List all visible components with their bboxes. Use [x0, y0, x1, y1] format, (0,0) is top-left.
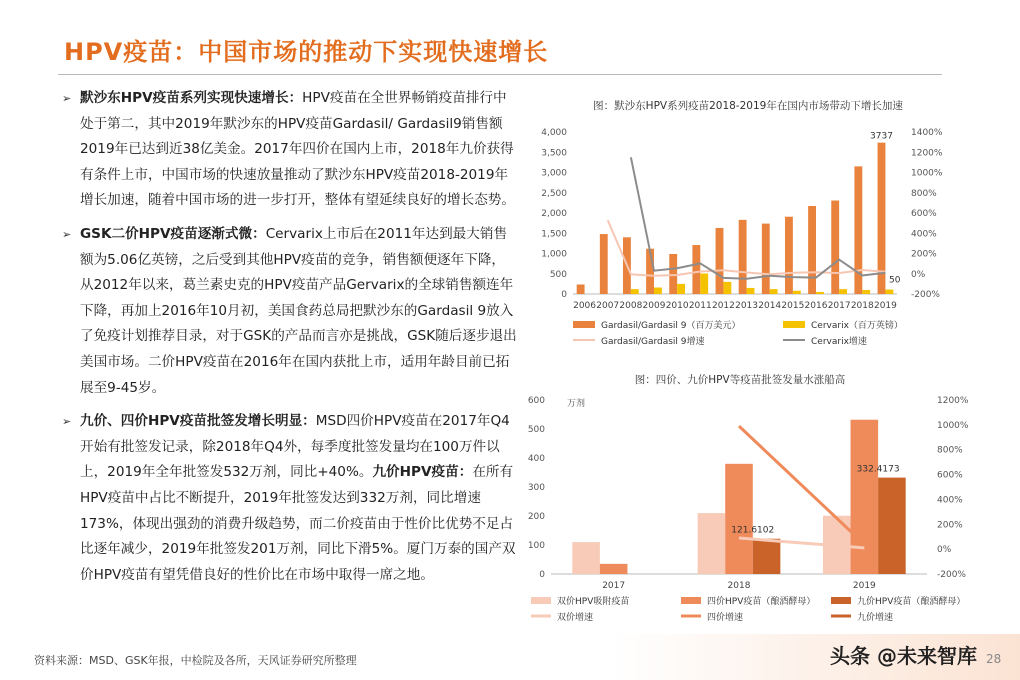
bar	[600, 564, 628, 574]
y2-tick-label: 800%	[937, 445, 963, 456]
data-label: 3737	[870, 131, 893, 142]
legend-label: Cervarix（百万英镑）	[811, 321, 903, 331]
bullet-batch-release	[62, 409, 517, 588]
bar	[753, 539, 781, 574]
x-tick-label: 2013	[735, 301, 759, 311]
y2-tick-label: 600%	[911, 209, 937, 219]
y2-tick-label: 600%	[937, 470, 963, 481]
bullet-text: HPV疫苗在全世界畅销疫苗排行中处于第二，其中2019年默沙东的HPV疫苗Gardasil/ Gardasil9销售额2019年已达到近38亿美金。2017年四价在国内上市，2018年九价获得有条件上市，中国市场的快速放量推动了默沙东HPV疫苗2018-2019年增长加速，随着中国市场的进一步打开，整体有望延续良好的增长态势。	[80, 90, 515, 209]
page-title: HPV疫苗：中国市场的推动下实现快速增长	[64, 38, 549, 66]
legend-label: Cervarix增速	[811, 337, 867, 347]
y-tick-label: 0	[539, 570, 545, 580]
y2-tick-label: 0%	[911, 269, 926, 280]
y2-tick-label: 1200%	[937, 396, 969, 406]
bar	[878, 478, 906, 574]
y-tick-label: 1,500	[541, 229, 567, 240]
bar	[793, 291, 801, 294]
y-tick-label: 100	[527, 541, 545, 551]
bar	[739, 220, 747, 294]
title-divider	[58, 74, 942, 75]
legend-label: 九价增速	[857, 613, 894, 623]
legend-swatch	[531, 597, 551, 604]
legend-label: Gardasil/Gardasil 9（百万美元）	[601, 321, 741, 331]
x-tick-label: 2011	[688, 301, 712, 311]
chart1-title: 图：默沙东HPV系列疫苗2018-2019年在国内市场带动下增长加速	[593, 100, 903, 112]
y2-tick-label: 0%	[937, 545, 952, 556]
bullet-lead-2: 九价HPV疫苗：	[372, 464, 473, 481]
x-tick-label: 2014	[758, 301, 782, 311]
bar	[808, 206, 816, 294]
bar	[723, 282, 731, 294]
bar	[725, 464, 753, 574]
x-tick-label: 2009	[642, 301, 666, 311]
legend-label: 九价HPV疫苗（酿酒酵母）	[857, 597, 966, 607]
bullet-text: MSD四价HPV疫苗在2017年Q4开始有批签发记录，除2018年Q4外，每季度批签发量均在100万件以上，2019年全年批签发532万剂，同比+40%。	[80, 413, 510, 481]
y-tick-label: 0	[561, 290, 567, 300]
bar	[851, 420, 879, 574]
bar	[600, 234, 608, 294]
legend-swatch	[681, 597, 701, 604]
y2-tick-label: 800%	[911, 188, 937, 199]
bar	[692, 245, 700, 294]
y-tick-label: 200	[527, 512, 545, 522]
chart2	[515, 390, 985, 630]
y-tick-label: 3,000	[541, 168, 567, 179]
legend-swatch	[831, 597, 851, 604]
bullet-lead: 默沙东HPV疫苗系列实现快速增长：	[80, 90, 303, 106]
y-tick-label: 3,500	[541, 148, 567, 159]
arrow-icon: ➢	[62, 92, 72, 105]
chart2-title: 图：四价、九价HPV等疫苗批签发量水涨船高	[634, 374, 846, 386]
bar	[831, 201, 839, 294]
y-tick-label: 500	[549, 269, 567, 280]
chart1	[525, 118, 945, 378]
y2-tick-label: 200%	[911, 249, 937, 260]
bar	[572, 542, 600, 574]
y-tick-label: 2,000	[541, 209, 567, 219]
bar	[698, 513, 726, 574]
bullet-lead: GSK二价HPV疫苗逐渐式微：	[80, 225, 266, 242]
x-tick-label: 2018	[850, 301, 874, 311]
x-tick-label: 2018	[727, 581, 751, 591]
x-tick-label: 2015	[781, 301, 805, 311]
text-column	[62, 86, 517, 596]
y2-tick-label: -200%	[937, 570, 966, 580]
bullet-gsk	[62, 222, 517, 401]
x-tick-label: 2019	[873, 301, 897, 311]
y-tick-label: 400	[527, 454, 545, 464]
legend-swatch	[573, 321, 595, 328]
bar	[700, 274, 708, 294]
bullet-text: Cervarix上市后在2011年达到最大销售额为5.06亿英镑，之后受到其他HPV疫苗的竞争，销售额便逐年下降，从2012年以来，葛兰素史克的HPV疫苗产品Gervarix的全球销售额连年下降，再加上2016年10月初，美国食药总局把默沙东的Gardasil 9放入了免疫计划推荐目录，对于GSK的产品而言亦是挑战，GSK随后逐步退出美国市场。二价HPV疫苗在2016年在国内获批上市，适用年龄目前已拓展至9-45岁。	[80, 225, 517, 396]
y2-tick-label: 400%	[937, 495, 963, 506]
bar	[885, 290, 893, 294]
y2-tick-label: 200%	[937, 520, 963, 531]
bullet-lead: 九价、四价HPV疫苗批签发增长明显：	[80, 413, 316, 430]
bar	[770, 289, 778, 294]
legend-label: 双价HPV吸附疫苗	[557, 597, 630, 607]
data-label: 121.6102	[731, 525, 775, 536]
legend-swatch	[783, 321, 805, 328]
y2-tick-label: 1400%	[911, 128, 943, 138]
bullet-merck	[62, 86, 517, 214]
arrow-icon: ➢	[62, 415, 72, 429]
y2-tick-label: -200%	[911, 290, 940, 300]
y-axis-unit: 万剂	[567, 399, 586, 409]
watermark: 头条 @未来智库	[830, 644, 977, 668]
series-line	[631, 157, 886, 278]
bar	[762, 224, 770, 294]
y-tick-label: 500	[527, 425, 545, 435]
bar	[677, 284, 685, 294]
legend-label: 双价增速	[557, 613, 594, 623]
footer-source: 资料来源：MSD、GSK年报，中检院及各所，天风证券研究所整理	[34, 654, 357, 667]
page-number: 28	[986, 652, 1002, 666]
y2-tick-label: 1200%	[911, 148, 943, 159]
arrow-icon: ➢	[62, 227, 72, 241]
y2-tick-label: 1000%	[911, 168, 943, 179]
x-tick-label: 2017	[827, 301, 851, 311]
x-tick-label: 2007	[596, 301, 620, 311]
y-tick-label: 1,000	[541, 249, 567, 260]
bar	[816, 292, 824, 294]
legend-label: 四价HPV疫苗（酿酒酵母）	[707, 597, 816, 607]
bar	[669, 254, 677, 294]
x-tick-label: 2017	[602, 581, 626, 591]
bar	[631, 289, 639, 294]
y-tick-label: 300	[527, 483, 545, 493]
bar	[577, 284, 585, 294]
bar	[654, 288, 662, 294]
y-tick-label: 600	[527, 396, 545, 406]
bar	[716, 228, 724, 294]
y-tick-label: 2,500	[541, 188, 567, 199]
data-label: 332.4173	[856, 464, 900, 475]
y2-tick-label: 1000%	[937, 420, 969, 431]
bar	[862, 290, 870, 294]
bar	[785, 217, 793, 294]
bar	[839, 289, 847, 294]
x-tick-label: 2006	[573, 301, 597, 311]
bullet-text-2: 在所有HPV疫苗中占比不断提升，2019年批签发达到332万剂，同比增速173%，体现出强劲的消费升级趋势，而二价疫苗由于性价比优势不足占比逐年减少，2019年批签发201万剂，同比下滑5%。厦门万泰的国产双价HPV疫苗有望凭借良好的性价比在市场中取得一席之地。	[80, 464, 516, 583]
legend-label: 四价增速	[707, 613, 744, 623]
legend-label: Gardasil/Gardasil 9增速	[601, 337, 705, 347]
x-tick-label: 2010	[665, 301, 689, 311]
x-tick-label: 2019	[852, 581, 876, 591]
data-label: 50	[889, 275, 901, 286]
y2-tick-label: 400%	[911, 229, 937, 240]
x-tick-label: 2012	[711, 301, 735, 311]
x-tick-label: 2008	[619, 301, 643, 311]
y-tick-label: 4,000	[541, 128, 567, 138]
x-tick-label: 2016	[804, 301, 828, 311]
bar	[747, 288, 755, 294]
